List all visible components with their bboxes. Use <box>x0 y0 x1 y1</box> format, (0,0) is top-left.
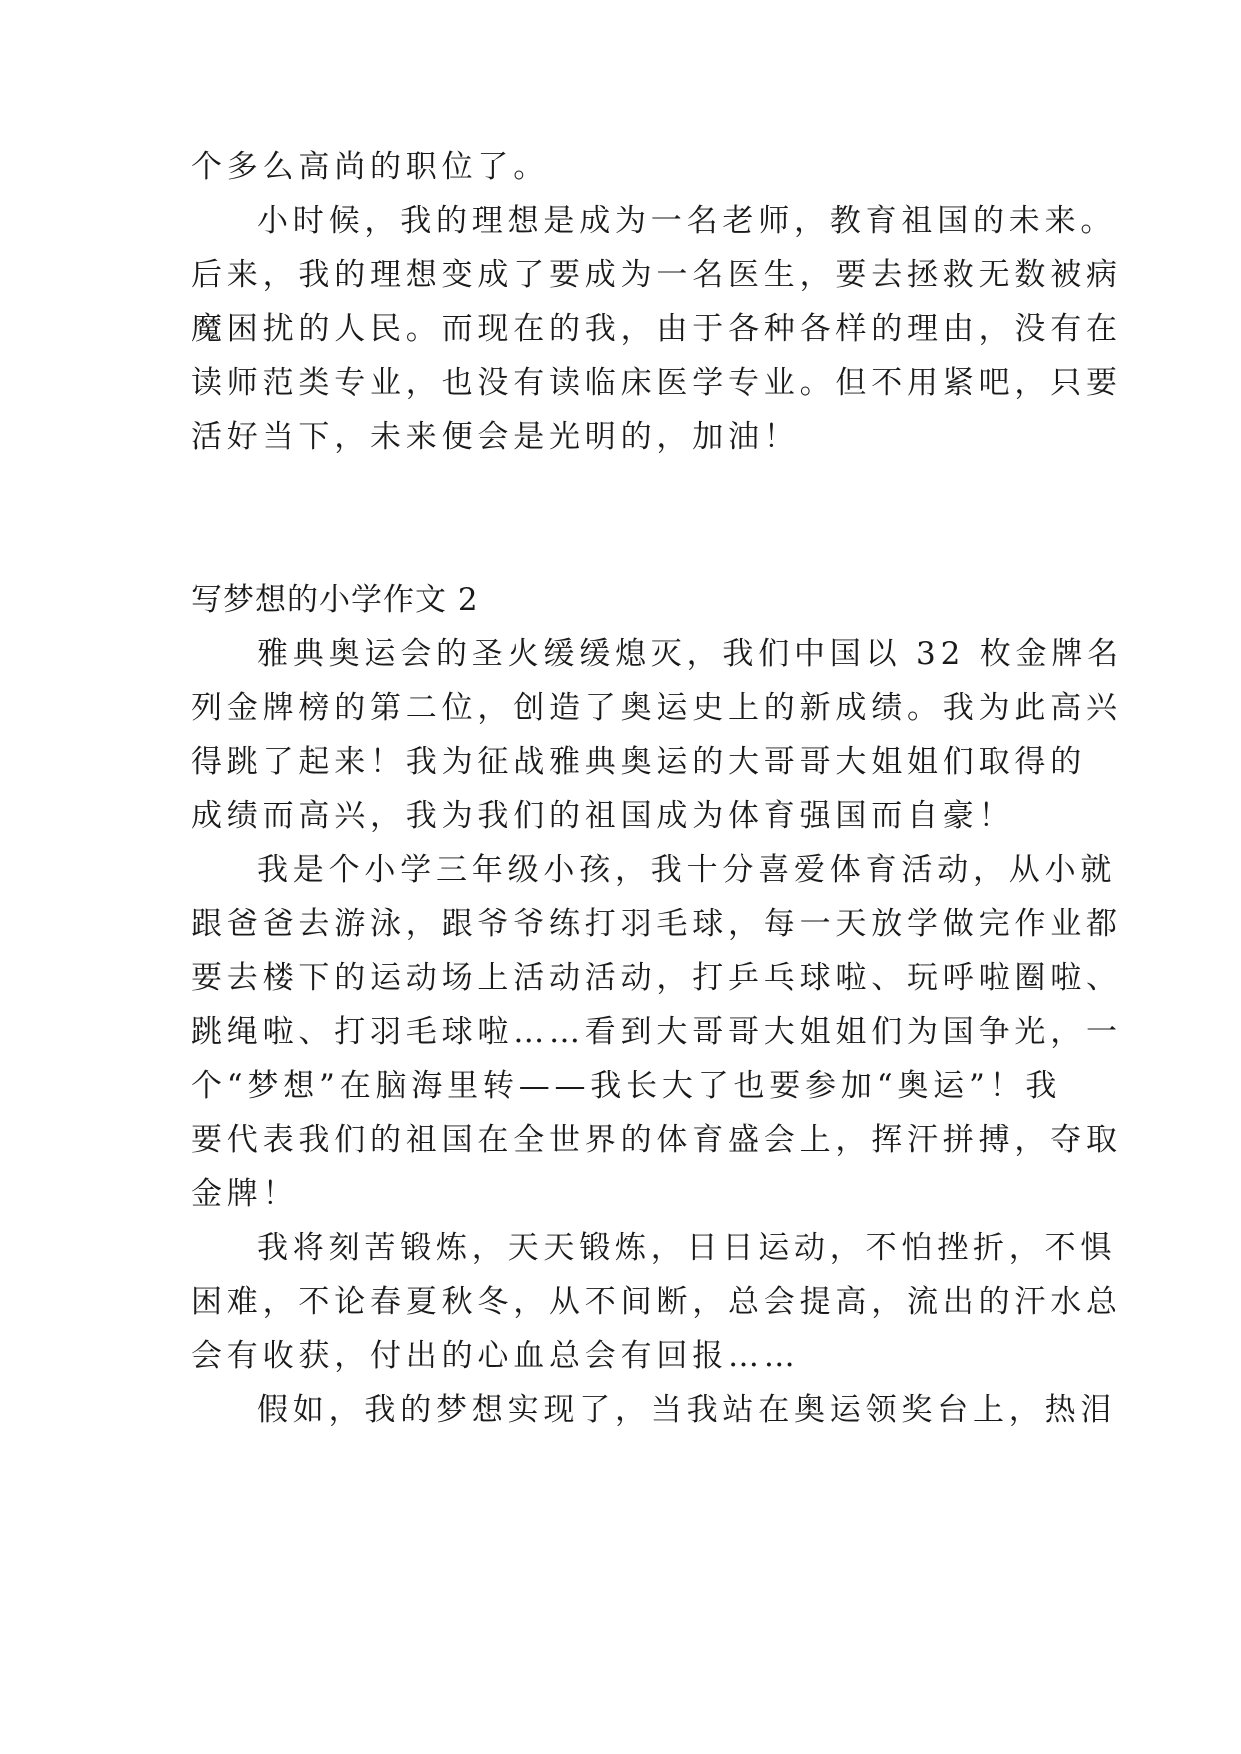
paragraph-line: 读师范类专业，也没有读临床医学专业。但不用紧吧，只要 <box>191 365 1122 401</box>
paragraph-line: 我是个小学三年级小孩，我十分喜爱体育活动，从小就 <box>257 852 1117 888</box>
paragraph-line: 要去楼下的运动场上活动活动，打乒乓球啦、玩呼啦圈啦、 <box>191 960 1122 996</box>
paragraph-line: 金牌！ <box>191 1176 299 1212</box>
paragraph-line: 会有收获，付出的心血总会有回报…… <box>191 1338 800 1374</box>
paragraph-line: 活好当下，未来便会是光明的，加油！ <box>191 419 800 455</box>
paragraph-line: 得跳了起来！我为征战雅典奥运的大哥哥大姐姐们取得的 <box>191 744 1086 780</box>
paragraph-line: 雅典奥运会的圣火缓缓熄灭，我们中国以 32 枚金牌名 <box>257 636 1123 672</box>
paragraph-line: 我将刻苦锻炼，天天锻炼，日日运动，不怕挫折，不惧 <box>257 1230 1117 1266</box>
paragraph-line: 魔困扰的人民。而现在的我，由于各种各样的理由，没有在 <box>191 311 1122 347</box>
paragraph-line: 个多么高尚的职位了。 <box>191 149 549 185</box>
paragraph-line: 要代表我们的祖国在全世界的体育盛会上，挥汗拼搏，夺取 <box>191 1122 1122 1158</box>
paragraph-line: 成绩而高兴，我为我们的祖国成为体育强国而自豪！ <box>191 798 1015 834</box>
paragraph-line: 假如，我的梦想实现了，当我站在奥运领奖台上，热泪 <box>257 1392 1117 1428</box>
paragraph-line: 困难，不论春夏秋冬，从不间断，总会提高，流出的汗水总 <box>191 1284 1122 1320</box>
paragraph-line: 个“梦想”在脑海里转——我长大了也要参加“奥运”！我 <box>191 1068 1062 1104</box>
paragraph-line: 后来，我的理想变成了要成为一名医生，要去拯救无数被病 <box>191 257 1122 293</box>
section-title: 写梦想的小学作文 2 <box>191 582 479 618</box>
paragraph-line: 跟爸爸去游泳，跟爷爷练打羽毛球，每一天放学做完作业都 <box>191 906 1122 942</box>
paragraph-line: 列金牌榜的第二位，创造了奥运史上的新成绩。我为此高兴 <box>191 690 1122 726</box>
paragraph-line: 跳绳啦、打羽毛球啦……看到大哥哥大姐姐们为国争光，一 <box>191 1014 1122 1050</box>
paragraph-line: 小时候，我的理想是成为一名老师，教育祖国的未来。 <box>257 203 1117 239</box>
